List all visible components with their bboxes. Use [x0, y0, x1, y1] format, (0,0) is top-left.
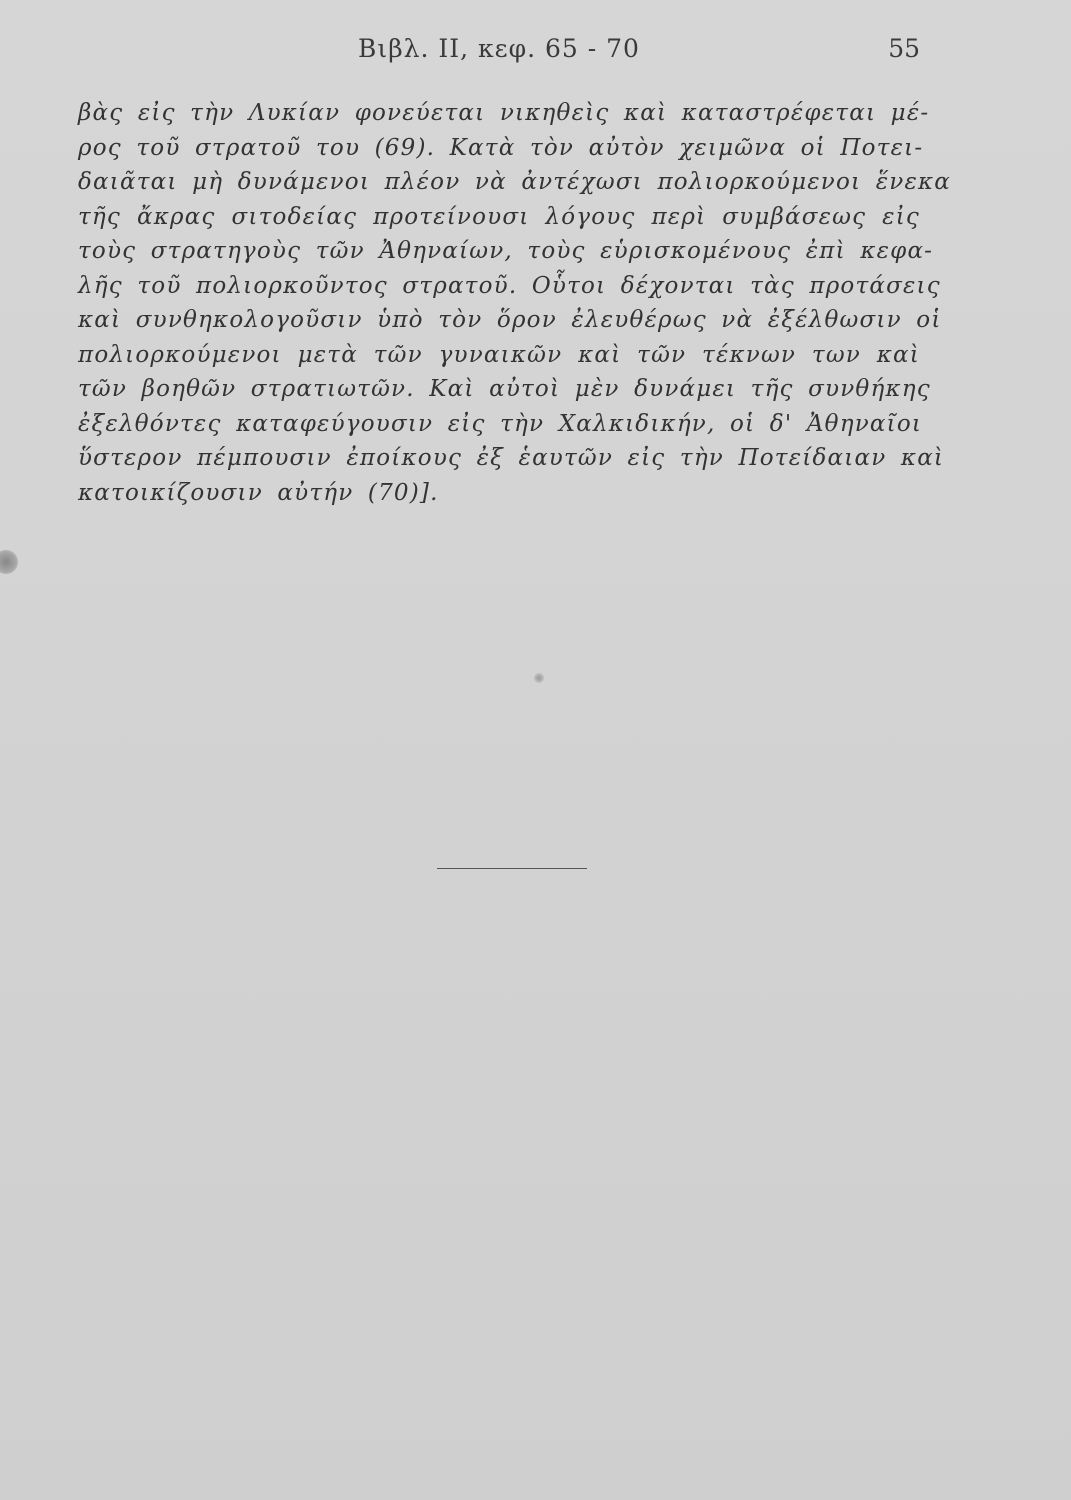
text-line: τῶν βοηθῶν στρατιωτῶν. Καὶ αὐτοὶ μὲν δυνάμει τῆς συνθήκης: [78, 376, 931, 402]
text-line: ὕστερον πέμπουσιν ἐποίκους ἐξ ἑαυτῶν εἰς τὴν Ποτείδαιαν καὶ: [78, 445, 945, 471]
text-line: κατοικίζουσιν αὐτήν (70)].: [78, 479, 439, 506]
ink-speck: [534, 673, 544, 683]
section-separator-rule: [437, 868, 587, 869]
text-line: δαιᾶται μὴ δυνάμενοι πλέον νὰ ἀντέχωσι πολιορκούμενοι ἕνεκα: [78, 169, 952, 195]
text-line: ρος τοῦ στρατοῦ του (69). Κατὰ τὸν αὐτὸν χειμῶνα οἱ Ποτει-: [78, 134, 924, 161]
text-line: τῆς ἄκρας σιτοδείας προτείνουσι λόγους περὶ συμβάσεως εἰς: [78, 203, 920, 230]
text-line: πολιορκούμενοι μετὰ τῶν γυναικῶν καὶ τῶν τέκνων των καὶ: [78, 341, 920, 368]
running-head: Βιβλ. ΙΙ, κεφ. 65 - 70: [358, 34, 640, 63]
page-number: 55: [888, 34, 920, 63]
text-line: ἐξελθόντες καταφεύγουσιν εἰς τὴν Χαλκιδικήν, οἱ δ' Ἀθηναῖοι: [78, 410, 923, 437]
body-text: [78, 96, 952, 510]
text-line: λῆς τοῦ πολιορκοῦντος στρατοῦ. Οὗτοι δέχονται τὰς προτάσεις: [78, 272, 941, 299]
text-line: καὶ συνθηκολογοῦσιν ὑπὸ τὸν ὅρον ἐλευθέρως νὰ ἐξέλθωσιν οἱ: [78, 307, 942, 333]
text-line: τοὺς στρατηγοὺς τῶν Ἀθηναίων, τοὺς εὑρισκομένους ἐπὶ κεφα-: [78, 238, 934, 264]
ink-blot: [0, 550, 18, 574]
page-header: [78, 34, 920, 74]
text-line: βὰς εἰς τὴν Λυκίαν φονεύεται νικηθεὶς καὶ καταστρέφεται μέ-: [78, 100, 930, 126]
